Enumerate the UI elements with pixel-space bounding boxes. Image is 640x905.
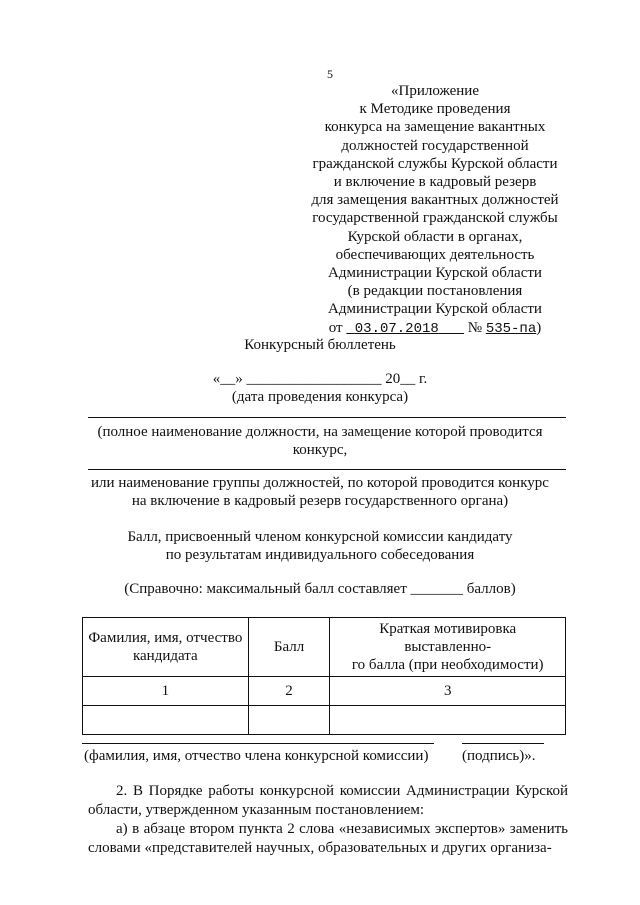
position-caption-line-1: (полное наименование должности, на замещение которой проводится xyxy=(97,424,543,440)
header-line: гражданской службы Курской области xyxy=(312,155,558,172)
contest-date-caption: (дата проведения конкурса) xyxy=(231,389,409,405)
page-title: Конкурсный бюллетень xyxy=(244,337,396,353)
header-text: Фамилия, имя, отчество xyxy=(88,630,243,646)
header-text: го балла (при необходимости) xyxy=(351,657,544,673)
header-line: Администрации Курской области xyxy=(328,301,542,318)
paragraph-2: 2. В Порядке работы конкурсной комиссии Администрации Курской области, утвержденном указанным постановлением: xyxy=(88,783,568,818)
group-caption-line-1: или наименование группы должностей, по которой проводится конкурс xyxy=(91,475,549,491)
table-header-row xyxy=(83,618,566,677)
signature-caption: (подпись)». xyxy=(462,748,536,764)
max-score-reference: (Справочно: максимальный балл составляет _______ баллов) xyxy=(124,581,516,597)
header-line: «Приложение xyxy=(390,83,479,99)
member-name-line xyxy=(82,743,434,744)
position-caption-line-2: конкурс, xyxy=(292,442,348,458)
header-score xyxy=(248,618,330,677)
empty-cell xyxy=(330,706,566,735)
decree-date xyxy=(346,321,464,337)
column-number: 3 xyxy=(330,677,566,706)
position-fill-line xyxy=(88,417,566,418)
group-caption-line-2: на включение в кадровый резерв государственного органа) xyxy=(131,493,509,509)
paragraph-a: а) в абзаце втором пункта 2 слова «независимых экспертов» заменить словами «представителей научных, образовательных и других организа- xyxy=(88,821,568,856)
header-line: и включение в кадровый резерв xyxy=(333,174,537,191)
decree-number: 535-па xyxy=(485,320,537,337)
candidate-score-table xyxy=(82,617,566,735)
header-text: Балл xyxy=(273,639,305,655)
header-line: обеспечивающих деятельность xyxy=(335,246,535,263)
group-fill-line xyxy=(88,469,566,470)
header-text: Краткая мотивировка выставленно- xyxy=(379,621,517,655)
score-caption-line-2: по результатам индивидуального собеседования xyxy=(165,547,475,563)
empty-cell xyxy=(248,706,330,735)
header-text: кандидата xyxy=(132,648,198,664)
decree-close: ) xyxy=(536,319,542,336)
header-line: конкурса на замещение вакантных xyxy=(324,119,546,136)
column-number: 1 xyxy=(83,677,249,706)
appendix-header xyxy=(300,82,570,338)
page-number: 5 xyxy=(327,67,333,81)
header-line: Курской области в органах, xyxy=(347,228,523,245)
contest-date-line: «__» __________________ 20__ г. xyxy=(212,371,428,387)
header-line: (в редакции постановления xyxy=(347,283,523,300)
decree-line xyxy=(300,319,570,338)
decree-number-sign: № xyxy=(467,319,483,336)
signature-line xyxy=(462,743,544,744)
header-line: Администрации Курской области xyxy=(328,265,542,282)
table-row xyxy=(83,706,566,735)
empty-cell xyxy=(83,706,249,735)
score-caption-line-1: Балл, присвоенный членом конкурсной комиссии кандидату xyxy=(127,529,513,545)
header-line: к Методике проведения xyxy=(359,101,511,118)
decree-prefix: от xyxy=(328,319,343,336)
column-number: 2 xyxy=(248,677,330,706)
header-motivation xyxy=(330,618,566,677)
header-line: государственной гражданской службы xyxy=(312,210,558,227)
member-name-caption: (фамилия, имя, отчество члена конкурсной комиссии) xyxy=(84,748,429,764)
header-line: должностей государственной xyxy=(341,137,529,154)
header-line: для замещения вакантных должностей xyxy=(311,192,559,209)
header-candidate-name xyxy=(83,618,249,677)
decree-date-value: 03.07.2018 xyxy=(354,320,439,337)
table-row xyxy=(83,677,566,706)
